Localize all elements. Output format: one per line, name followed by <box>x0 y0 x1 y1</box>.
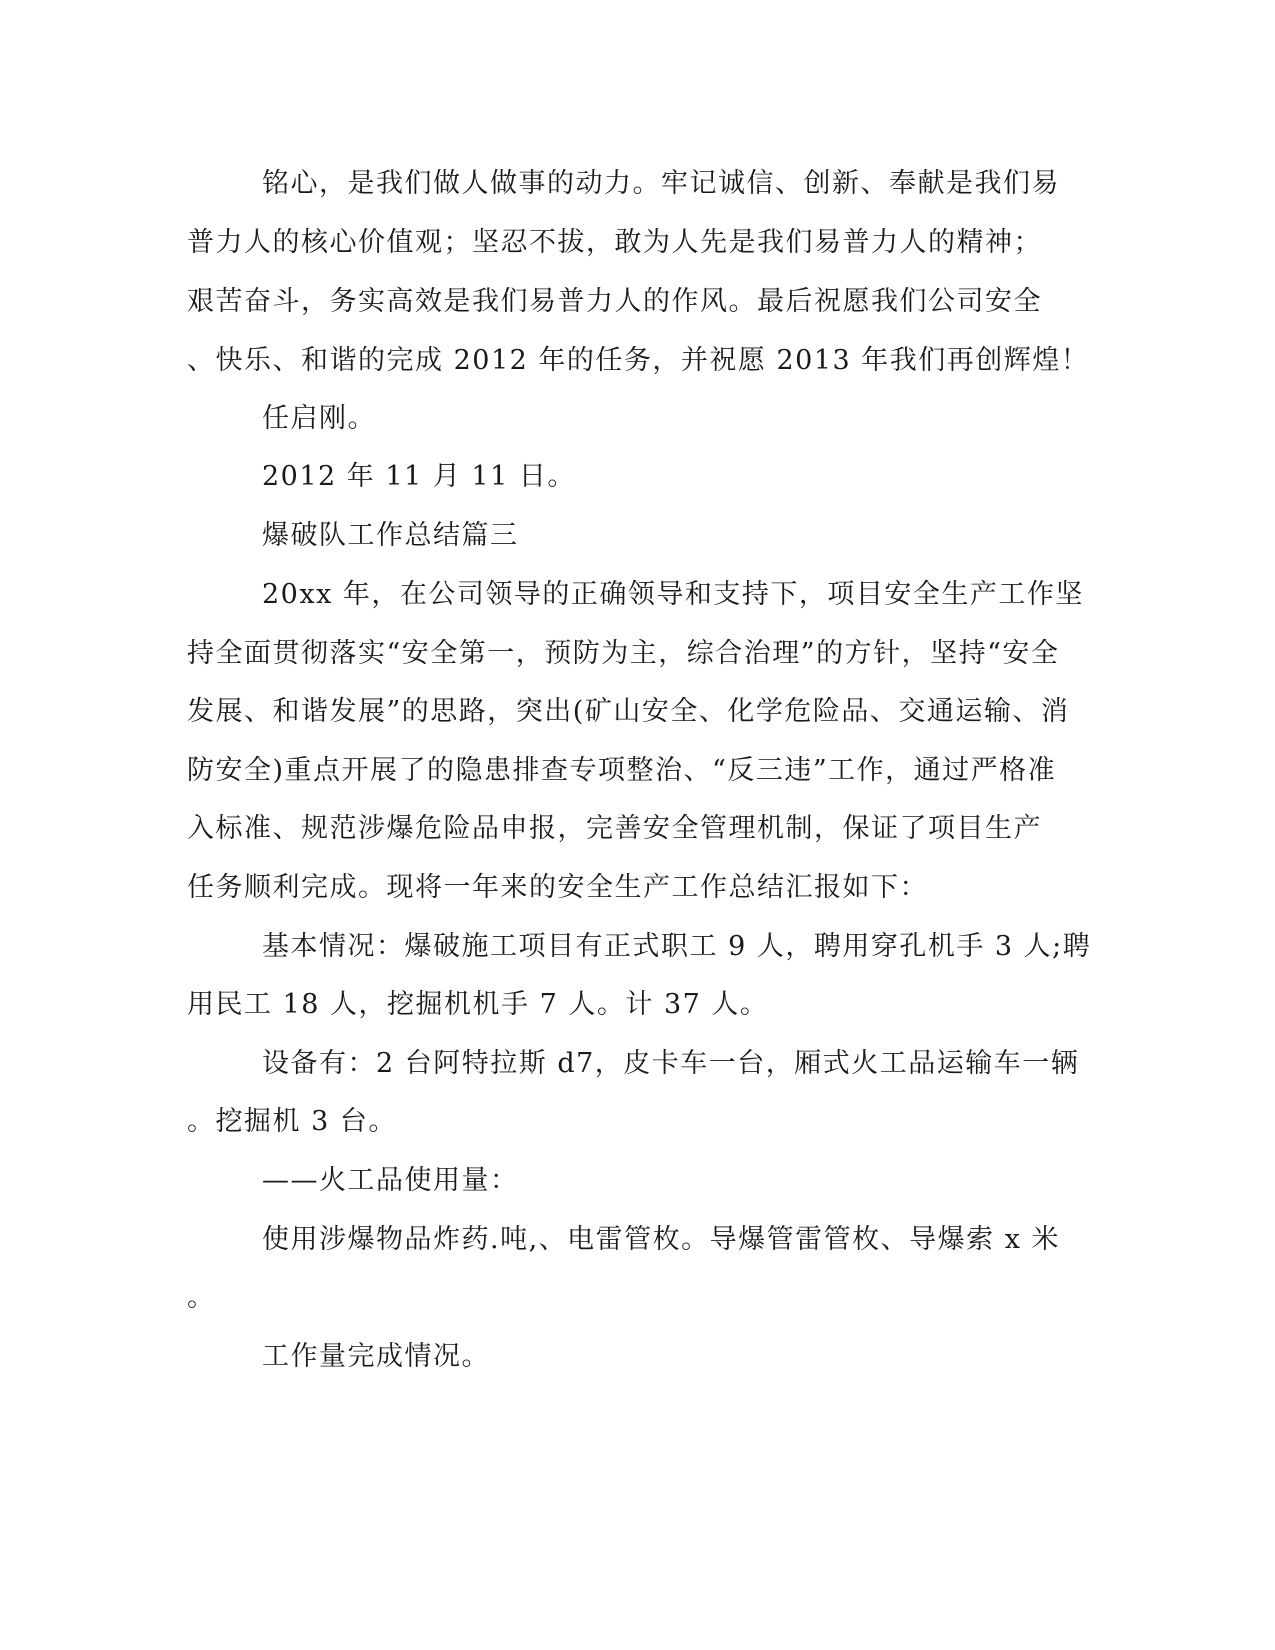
text-line: 20xx 年，在公司领导的正确领导和支持下，项目安全生产工作坚 <box>262 579 1084 610</box>
text-line: 持全面贯彻落实“安全第一，预防为主，综合治理”的方针，坚持“安全 <box>187 638 1060 669</box>
text-line: 普力人的核心价值观；坚忍不拔，敢为人先是我们易普力人的精神； <box>187 227 1042 258</box>
text-line: 设备有：2 台阿特拉斯 d7，皮卡车一台，厢式火工品运输车一辆 <box>262 1048 1080 1079</box>
text-line: 铭心，是我们做人做事的动力。牢记诚信、创新、奉献是我们易 <box>262 168 1060 199</box>
text-line: 工作量完成情况。 <box>262 1341 490 1372</box>
text-line: 。挖掘机 3 台。 <box>187 1106 397 1137</box>
signature-name: 任启刚。 <box>262 403 376 434</box>
text-line: 用民工 18 人，挖掘机机手 7 人。计 37 人。 <box>187 989 769 1020</box>
section-heading: 爆破队工作总结篇三 <box>262 520 519 551</box>
text-line: 入标准、规范涉爆危险品申报，完善安全管理机制，保证了项目生产 <box>187 813 1042 844</box>
text-line: 发展、和谐发展”的思路，突出(矿山安全、化学危险品、交通运输、消 <box>187 696 1070 727</box>
signature-date: 2012 年 11 月 11 日。 <box>262 461 576 492</box>
text-line: ——火工品使用量： <box>262 1165 519 1196</box>
text-line: 基本情况：爆破施工项目有正式职工 9 人，聘用穿孔机手 3 人;聘 <box>262 931 1092 962</box>
text-line: 任务顺利完成。现将一年来的安全生产工作总结汇报如下： <box>187 872 928 903</box>
text-line: 。 <box>187 1282 216 1313</box>
text-line: 、快乐、和谐的完成 2012 年的任务，并祝愿 2013 年我们再创辉煌！ <box>187 345 1090 376</box>
text-line: 使用涉爆物品炸药.吨,、电雷管枚。导爆管雷管枚、导爆索 x 米 <box>262 1224 1061 1255</box>
text-line: 艰苦奋斗，务实高效是我们易普力人的作风。最后祝愿我们公司安全 <box>187 286 1042 317</box>
text-line: 防安全)重点开展了的隐患排查专项整治、“反三违”工作，通过严格准 <box>187 755 1057 786</box>
